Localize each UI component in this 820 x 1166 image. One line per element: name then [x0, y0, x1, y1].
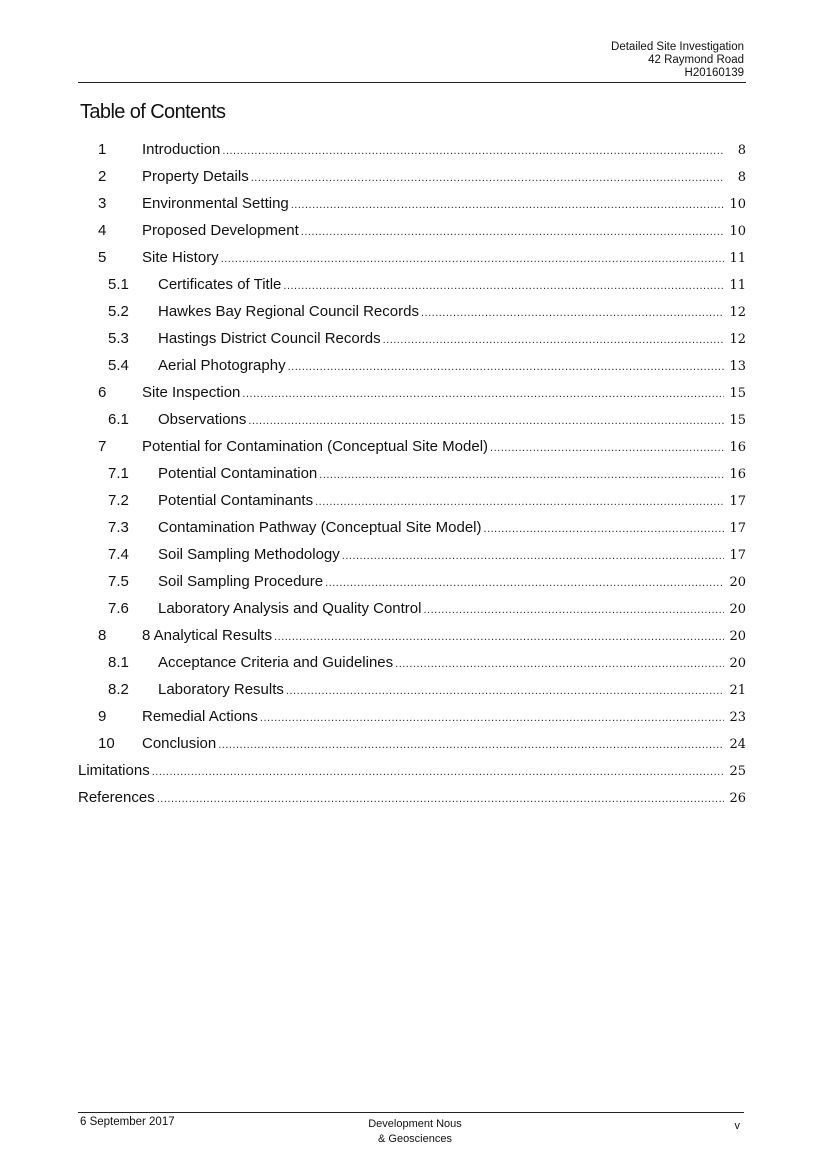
toc-entry-title: Proposed Development: [142, 222, 299, 239]
toc-entry-number: 5.1: [108, 276, 129, 293]
toc-entry-number: 8: [98, 627, 107, 644]
toc-entry-number: 3: [98, 195, 107, 212]
toc-entry-number: 5.4: [108, 357, 129, 374]
toc-entry[interactable]: [78, 514, 746, 541]
toc-entry[interactable]: [78, 730, 746, 757]
toc-dot-leader: [152, 766, 724, 778]
toc-entry-page: 10: [729, 224, 746, 239]
toc-dot-leader: [342, 550, 724, 562]
toc-entry-line: [142, 384, 746, 401]
toc-dot-leader: [301, 226, 724, 238]
toc-entry-number: 5.3: [108, 330, 129, 347]
toc-entry-number: 10: [98, 735, 115, 752]
toc-entry-title: Hawkes Bay Regional Council Records: [158, 303, 419, 320]
toc-dot-leader: [222, 145, 724, 157]
toc-entry-title: Potential for Contamination (Conceptual Site Model): [142, 438, 489, 455]
toc-entry-page: 15: [729, 386, 746, 401]
toc-entry-page: 26: [729, 791, 746, 806]
toc-entry[interactable]: [78, 271, 746, 298]
toc-entry[interactable]: [78, 460, 746, 487]
toc-entry-page: 17: [729, 548, 746, 563]
toc-dot-leader: [484, 523, 724, 535]
table-of-contents: [78, 136, 746, 811]
toc-entry[interactable]: [78, 406, 746, 433]
toc-entry[interactable]: [78, 757, 746, 784]
toc-entry[interactable]: [78, 379, 746, 406]
toc-entry[interactable]: [78, 703, 746, 730]
toc-dot-leader: [242, 388, 724, 400]
page-header: [611, 41, 744, 80]
toc-entry[interactable]: [78, 784, 746, 811]
toc-entry-title: Site Inspection: [142, 384, 241, 401]
toc-entry-line: [158, 330, 746, 347]
toc-dot-leader: [218, 739, 724, 751]
footer-page-number: v: [734, 1120, 740, 1132]
toc-dot-leader: [286, 685, 724, 697]
toc-entry-page: 11: [729, 251, 746, 266]
toc-entry-line: [158, 411, 746, 428]
toc-entry-line: [142, 168, 746, 185]
toc-entry-line: [142, 141, 746, 158]
toc-entry-number: 7.2: [108, 492, 129, 509]
toc-entry-title: Certificates of Title: [158, 276, 282, 293]
toc-entry-number: 9: [98, 708, 107, 725]
toc-entry[interactable]: [78, 244, 746, 271]
toc-dot-leader: [421, 307, 724, 319]
toc-entry-line: [158, 573, 746, 590]
header-document-title: Detailed Site Investigation: [611, 41, 744, 53]
toc-entry-page: 16: [729, 440, 746, 455]
footer-company: [310, 1117, 520, 1147]
toc-entry[interactable]: [78, 298, 746, 325]
toc-entry-line: [142, 249, 746, 266]
toc-entry-line: [158, 654, 746, 671]
toc-entry-number: 8.1: [108, 654, 129, 671]
toc-entry-title: Conclusion: [142, 735, 217, 752]
toc-entry-page: 20: [729, 656, 746, 671]
toc-dot-leader: [248, 415, 724, 427]
toc-entry[interactable]: [78, 433, 746, 460]
toc-entry-page: 20: [729, 575, 746, 590]
footer-divider: [78, 1112, 744, 1113]
toc-entry-line: [142, 708, 746, 725]
header-address: 42 Raymond Road: [648, 54, 744, 66]
toc-entry-title: Environmental Setting: [142, 195, 289, 212]
toc-entry-number: 5.2: [108, 303, 129, 320]
toc-dot-leader: [251, 172, 724, 184]
toc-dot-leader: [423, 604, 724, 616]
toc-entry-page: 25: [729, 764, 746, 779]
toc-dot-leader: [319, 469, 724, 481]
toc-entry-page: 12: [729, 305, 746, 320]
toc-heading: Table of Contents: [80, 101, 226, 123]
toc-entry-line: [158, 303, 746, 320]
toc-entry-line: [158, 681, 746, 698]
toc-entry-page: 17: [729, 521, 746, 536]
toc-entry-line: [158, 465, 746, 482]
toc-entry-title: Potential Contamination: [158, 465, 318, 482]
toc-entry[interactable]: [78, 136, 746, 163]
toc-entry-page: 17: [729, 494, 746, 509]
toc-entry-line: [78, 789, 746, 806]
toc-entry[interactable]: [78, 163, 746, 190]
toc-entry-title: Contamination Pathway (Conceptual Site Model): [158, 519, 482, 536]
toc-entry[interactable]: [78, 487, 746, 514]
toc-entry-line: [158, 546, 746, 563]
toc-entry-title: References: [78, 789, 155, 806]
toc-dot-leader: [383, 334, 724, 346]
toc-dot-leader: [157, 793, 724, 805]
toc-dot-leader: [315, 496, 724, 508]
toc-entry-title: Laboratory Results: [158, 681, 284, 698]
toc-dot-leader: [291, 199, 724, 211]
toc-entry[interactable]: [78, 649, 746, 676]
toc-dot-leader: [395, 658, 724, 670]
toc-entry-page: 24: [729, 737, 746, 752]
footer-date: 6 September 2017: [80, 1116, 175, 1128]
toc-entry-title: Introduction: [142, 141, 221, 158]
toc-entry-line: [142, 438, 746, 455]
toc-entry-page: 20: [729, 629, 746, 644]
toc-dot-leader: [260, 712, 724, 724]
toc-entry-title: 8 Analytical Results: [142, 627, 273, 644]
toc-entry-number: 6: [98, 384, 107, 401]
toc-dot-leader: [490, 442, 724, 454]
toc-entry-number: 7.1: [108, 465, 129, 482]
footer-company-line1: Development Nous: [368, 1118, 462, 1130]
toc-entry-page: 12: [729, 332, 746, 347]
toc-entry-title: Potential Contaminants: [158, 492, 314, 509]
toc-entry-page: 8: [737, 170, 746, 185]
toc-entry-page: 15: [729, 413, 746, 428]
toc-dot-leader: [325, 577, 724, 589]
toc-entry-number: 2: [98, 168, 107, 185]
toc-entry-page: 16: [729, 467, 746, 482]
toc-entry-line: [158, 492, 746, 509]
toc-entry[interactable]: [78, 541, 746, 568]
header-project-number: H20160139: [684, 67, 744, 79]
toc-entry[interactable]: [78, 352, 746, 379]
toc-entry-line: [142, 627, 746, 644]
toc-entry-line: [78, 762, 746, 779]
toc-entry-title: Hastings District Council Records: [158, 330, 381, 347]
toc-dot-leader: [288, 361, 724, 373]
toc-entry-number: 6.1: [108, 411, 129, 428]
toc-entry-title: Property Details: [142, 168, 249, 185]
toc-entry-title: Observations: [158, 411, 247, 428]
toc-entry-page: 8: [737, 143, 746, 158]
toc-dot-leader: [274, 631, 724, 643]
toc-entry-title: Remedial Actions: [142, 708, 258, 725]
toc-entry-number: 7.6: [108, 600, 129, 617]
toc-entry-line: [158, 276, 746, 293]
toc-entry[interactable]: [78, 622, 746, 649]
toc-entry-line: [158, 357, 746, 374]
toc-entry-line: [142, 195, 746, 212]
toc-entry-line: [158, 600, 746, 617]
toc-dot-leader: [283, 280, 724, 292]
toc-entry-page: 13: [729, 359, 746, 374]
toc-entry-title: Soil Sampling Methodology: [158, 546, 340, 563]
toc-entry-title: Site History: [142, 249, 219, 266]
toc-entry-title: Acceptance Criteria and Guidelines: [158, 654, 394, 671]
toc-entry[interactable]: [78, 595, 746, 622]
toc-entry-page: 10: [729, 197, 746, 212]
toc-dot-leader: [221, 253, 724, 265]
toc-entry-title: Limitations: [78, 762, 150, 779]
toc-entry-number: 1: [98, 141, 107, 158]
toc-entry-number: 4: [98, 222, 107, 239]
toc-entry-number: 5: [98, 249, 107, 266]
footer-company-line2: & Geosciences: [378, 1133, 452, 1145]
toc-entry-title: Aerial Photography: [158, 357, 286, 374]
toc-entry-number: 8.2: [108, 681, 129, 698]
toc-entry-number: 7.4: [108, 546, 129, 563]
toc-entry-page: 11: [729, 278, 746, 293]
toc-entry-line: [142, 222, 746, 239]
header-divider: [78, 82, 746, 83]
toc-entry[interactable]: [78, 217, 746, 244]
toc-entry-title: Soil Sampling Procedure: [158, 573, 324, 590]
toc-entry[interactable]: [78, 325, 746, 352]
toc-entry-number: 7.5: [108, 573, 129, 590]
toc-entry-page: 20: [729, 602, 746, 617]
toc-entry-number: 7: [98, 438, 107, 455]
toc-entry-page: 23: [729, 710, 746, 725]
toc-entry[interactable]: [78, 568, 746, 595]
toc-entry[interactable]: [78, 190, 746, 217]
toc-entry-page: 21: [729, 683, 746, 698]
toc-entry-line: [158, 519, 746, 536]
toc-entry[interactable]: [78, 676, 746, 703]
toc-entry-number: 7.3: [108, 519, 129, 536]
toc-entry-title: Laboratory Analysis and Quality Control: [158, 600, 422, 617]
toc-entry-line: [142, 735, 746, 752]
